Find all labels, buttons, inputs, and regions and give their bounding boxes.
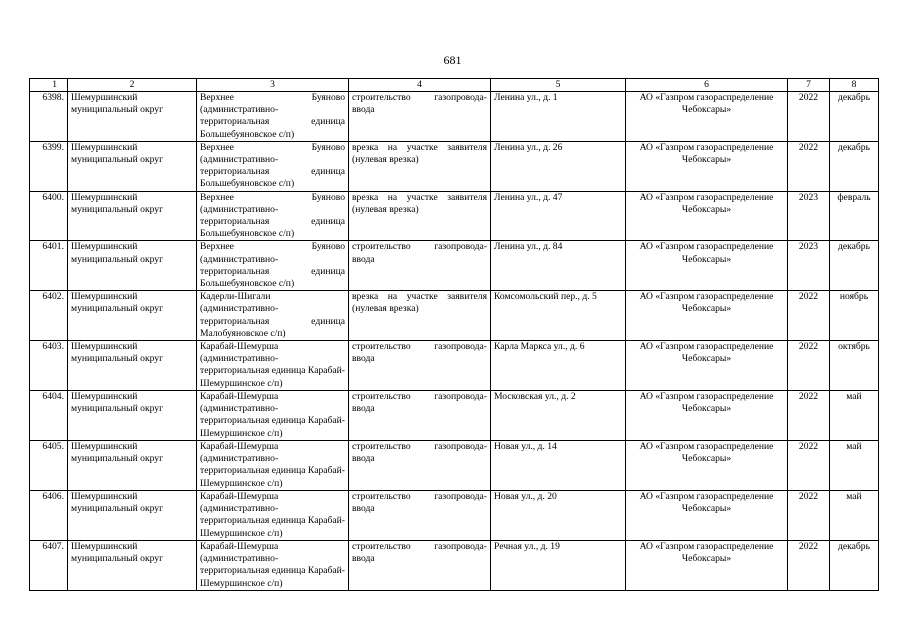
row-number: 6400. (30, 191, 68, 241)
month-cell: май (830, 391, 879, 441)
address-cell: Речная ул., д. 19 (491, 541, 626, 591)
settlement-cell: Карабай-Шемурша (административно-территориальная единица Карабай-Шемуршинское с/п) (197, 541, 349, 591)
year-cell: 2023 (788, 191, 830, 241)
month-cell: ноябрь (830, 291, 879, 341)
work-type-cell: строительство газопровода-ввода (349, 541, 491, 591)
organization-cell: АО «Газпром газораспределение Чебоксары» (626, 441, 788, 491)
table-row (30, 491, 879, 541)
organization-cell: АО «Газпром газораспределение Чебоксары» (626, 191, 788, 241)
organization-cell: АО «Газпром газораспределение Чебоксары» (626, 341, 788, 391)
column-header: 5 (491, 79, 626, 92)
year-cell: 2023 (788, 241, 830, 291)
row-number: 6399. (30, 141, 68, 191)
settlement-cell: Верхнее Буяново (административно-территориальная единица Большебуяновское с/п) (197, 191, 349, 241)
month-cell: декабрь (830, 541, 879, 591)
work-type-cell: строительство газопровода-ввода (349, 241, 491, 291)
district-cell: Шемуршинский муниципальный округ (68, 391, 197, 441)
month-cell: май (830, 441, 879, 491)
district-cell: Шемуршинский муниципальный округ (68, 541, 197, 591)
district-cell: Шемуршинский муниципальный округ (68, 92, 197, 142)
district-cell: Шемуршинский муниципальный округ (68, 491, 197, 541)
settlement-cell: Верхнее Буяново (административно-территориальная единица Большебуяновское с/п) (197, 241, 349, 291)
table-row (30, 341, 879, 391)
row-number: 6402. (30, 291, 68, 341)
organization-cell: АО «Газпром газораспределение Чебоксары» (626, 391, 788, 441)
row-number: 6406. (30, 491, 68, 541)
district-cell: Шемуршинский муниципальный округ (68, 191, 197, 241)
address-cell: Новая ул., д. 14 (491, 441, 626, 491)
settlement-cell: Кадерли-Шигали (административно-территориальная единица Малобуяновское с/п) (197, 291, 349, 341)
organization-cell: АО «Газпром газораспределение Чебоксары» (626, 241, 788, 291)
month-cell: октябрь (830, 341, 879, 391)
month-cell: декабрь (830, 92, 879, 142)
work-type-cell: врезка на участке заявителя (нулевая врезка) (349, 191, 491, 241)
table-row (30, 541, 879, 591)
year-cell: 2022 (788, 541, 830, 591)
column-header: 3 (197, 79, 349, 92)
address-cell: Ленина ул., д. 1 (491, 92, 626, 142)
table-row (30, 141, 879, 191)
organization-cell: АО «Газпром газораспределение Чебоксары» (626, 92, 788, 142)
organization-cell: АО «Газпром газораспределение Чебоксары» (626, 541, 788, 591)
work-type-cell: врезка на участке заявителя (нулевая врезка) (349, 141, 491, 191)
register-table (29, 78, 879, 591)
row-number: 6405. (30, 441, 68, 491)
page-number: 681 (443, 53, 462, 67)
table-row (30, 291, 879, 341)
organization-cell: АО «Газпром газораспределение Чебоксары» (626, 291, 788, 341)
address-cell: Новая ул., д. 20 (491, 491, 626, 541)
settlement-cell: Карабай-Шемурша (административно-территориальная единица Карабай-Шемуршинское с/п) (197, 391, 349, 441)
row-number: 6398. (30, 92, 68, 142)
month-cell: февраль (830, 191, 879, 241)
year-cell: 2022 (788, 141, 830, 191)
table-row (30, 191, 879, 241)
work-type-cell: врезка на участке заявителя (нулевая врезка) (349, 291, 491, 341)
work-type-cell: строительство газопровода-ввода (349, 391, 491, 441)
column-header: 2 (68, 79, 197, 92)
row-number: 6401. (30, 241, 68, 291)
year-cell: 2022 (788, 441, 830, 491)
address-cell: Карла Маркса ул., д. 6 (491, 341, 626, 391)
column-number-row (30, 79, 879, 92)
district-cell: Шемуршинский муниципальный округ (68, 241, 197, 291)
district-cell: Шемуршинский муниципальный округ (68, 441, 197, 491)
month-cell: декабрь (830, 241, 879, 291)
year-cell: 2022 (788, 92, 830, 142)
settlement-cell: Карабай-Шемурша (административно-территориальная единица Карабай-Шемуршинское с/п) (197, 491, 349, 541)
month-cell: май (830, 491, 879, 541)
settlement-cell: Верхнее Буяново (административно-территориальная единица Большебуяновское с/п) (197, 92, 349, 142)
year-cell: 2022 (788, 291, 830, 341)
row-number: 6407. (30, 541, 68, 591)
settlement-cell: Карабай-Шемурша (административно-территориальная единица Карабай-Шемуршинское с/п) (197, 441, 349, 491)
organization-cell: АО «Газпром газораспределение Чебоксары» (626, 141, 788, 191)
column-header: 1 (30, 79, 68, 92)
settlement-cell: Верхнее Буяново (административно-территориальная единица Большебуяновское с/п) (197, 141, 349, 191)
year-cell: 2022 (788, 341, 830, 391)
table-row (30, 92, 879, 142)
table-row (30, 241, 879, 291)
work-type-cell: строительство газопровода-ввода (349, 491, 491, 541)
address-cell: Комсомольский пер., д. 5 (491, 291, 626, 341)
district-cell: Шемуршинский муниципальный округ (68, 291, 197, 341)
month-cell: декабрь (830, 141, 879, 191)
year-cell: 2022 (788, 391, 830, 441)
table-row (30, 391, 879, 441)
address-cell: Московская ул., д. 2 (491, 391, 626, 441)
work-type-cell: строительство газопровода-ввода (349, 341, 491, 391)
row-number: 6404. (30, 391, 68, 441)
column-header: 4 (349, 79, 491, 92)
address-cell: Ленина ул., д. 47 (491, 191, 626, 241)
work-type-cell: строительство газопровода-ввода (349, 441, 491, 491)
address-cell: Ленина ул., д. 84 (491, 241, 626, 291)
column-header: 6 (626, 79, 788, 92)
row-number: 6403. (30, 341, 68, 391)
organization-cell: АО «Газпром газораспределение Чебоксары» (626, 491, 788, 541)
district-cell: Шемуршинский муниципальный округ (68, 341, 197, 391)
address-cell: Ленина ул., д. 26 (491, 141, 626, 191)
column-header: 8 (830, 79, 879, 92)
table-row (30, 441, 879, 491)
settlement-cell: Карабай-Шемурша (административно-территориальная единица Карабай-Шемуршинское с/п) (197, 341, 349, 391)
column-header: 7 (788, 79, 830, 92)
year-cell: 2022 (788, 491, 830, 541)
work-type-cell: строительство газопровода-ввода (349, 92, 491, 142)
district-cell: Шемуршинский муниципальный округ (68, 141, 197, 191)
